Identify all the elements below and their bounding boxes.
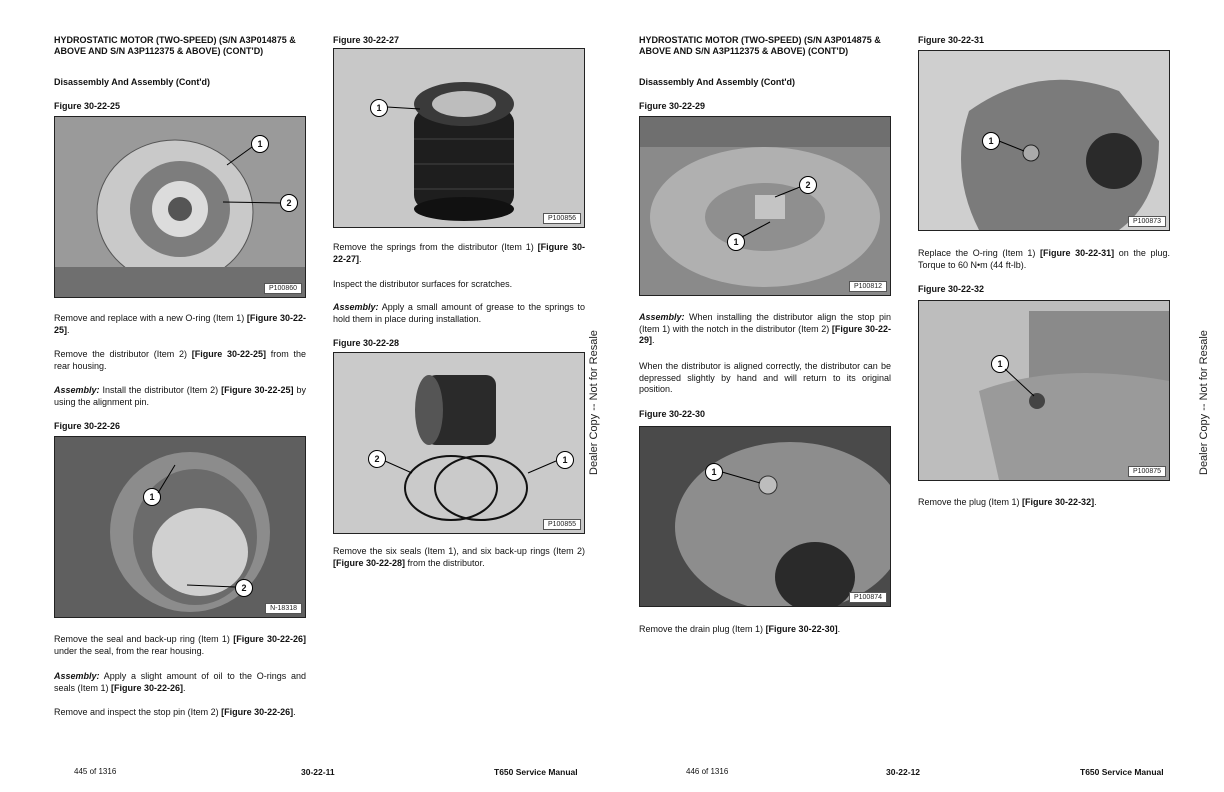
photo-id: P100856 (543, 213, 581, 224)
paragraph: Remove the distributor (Item 2) [Figure 30-22-25] from the rear housing. (54, 349, 307, 371)
callout-leaders (55, 437, 305, 617)
paragraph: When the distributor is aligned correctly, the distributor can be depressed slightly by hand and will return to its original position. (639, 361, 891, 394)
photo-id: P100874 (849, 592, 887, 603)
paragraph: Assembly: Install the distributor (Item 2) [Figure 30-22-25] by using the alignment pin. (54, 385, 306, 407)
figure-30-22-27-photo (333, 48, 585, 228)
callout-leaders (55, 117, 305, 297)
subtitle: Disassembly And Assembly (Cont'd) (639, 77, 796, 87)
paragraph: Remove and inspect the stop pin (Item 2) [Figure 30-22-26]. (54, 707, 296, 717)
figure-title: Figure 30-22-26 (54, 421, 121, 431)
photo-id: P100855 (543, 519, 581, 530)
section-title: HYDROSTATIC MOTOR (TWO-SPEED) (S/N A3P014875 & ABOVE AND S/N A3P112375 & ABOVE) (CONT'D) (639, 35, 881, 56)
paragraph: Replace the O-ring (Item 1) [Figure 30-22-31] on the plug. Torque to 60 N•m (44 ft-lb). (918, 248, 1170, 270)
photo-id: P100873 (1128, 216, 1166, 227)
right-page (612, 0, 1224, 792)
figure-30-22-26-photo (54, 436, 306, 618)
photo-id: P100860 (264, 283, 302, 294)
figure-30-22-28-photo (333, 352, 585, 534)
figure-title: Figure 30-22-32 (918, 284, 985, 294)
callout-1: 1 (705, 463, 723, 481)
figure-title: Figure 30-22-30 (639, 409, 706, 419)
callout-2: 2 (235, 579, 253, 597)
callout-2: 2 (799, 176, 817, 194)
section-title: HYDROSTATIC MOTOR (TWO-SPEED) (S/N A3P014875 & ABOVE AND S/N A3P112375 & ABOVE) (CONT'D) (54, 35, 296, 56)
figure-30-22-29-photo (639, 116, 891, 296)
paragraph: Remove the seal and back-up ring (Item 1) [Figure 30-22-26] under the seal, from the rear housing. (54, 634, 306, 656)
footer-page-number: 30-22-11 (301, 767, 335, 777)
callout-2: 2 (368, 450, 386, 468)
figure-30-22-32-photo (918, 300, 1170, 481)
callout-leaders (919, 51, 1169, 230)
callout-leaders (640, 117, 890, 295)
callout-1: 1 (982, 132, 1000, 150)
paragraph: Remove the drain plug (Item 1) [Figure 30-22-30]. (639, 624, 841, 634)
footer-page-count: 445 of 1316 (74, 767, 117, 776)
figure-title: Figure 30-22-25 (54, 101, 121, 111)
figure-30-22-25-photo (54, 116, 306, 298)
figure-30-22-31-photo (918, 50, 1170, 231)
callout-leaders (640, 427, 890, 606)
paragraph: Assembly: Apply a small amount of grease to the springs to hold them in place during installation. (333, 302, 585, 324)
footer-page-number: 30-22-12 (886, 767, 921, 777)
photo-id: P100875 (1128, 466, 1166, 477)
footer-manual-title: T650 Service Manual (1080, 767, 1164, 777)
figure-title: Figure 30-22-29 (639, 101, 706, 111)
paragraph: Remove the six seals (Item 1), and six back-up rings (Item 2) [Figure 30-22-28] from the distributor. (333, 546, 585, 568)
paragraph: Remove the springs from the distributor (Item 1) [Figure 30-22-27]. (333, 242, 585, 264)
callout-1: 1 (251, 135, 269, 153)
callout-1: 1 (556, 451, 574, 469)
paragraph: Assembly: Apply a slight amount of oil to the O-rings and seals (Item 1) [Figure 30-22-26]. (54, 671, 306, 693)
callout-2: 2 (280, 194, 298, 212)
figure-30-22-30-photo (639, 426, 891, 607)
callout-leaders (334, 353, 584, 533)
dealer-copy-note: Dealer Copy -- Not for Resale (1198, 330, 1210, 475)
figure-title: Figure 30-22-31 (918, 35, 985, 45)
callout-leaders (334, 49, 584, 227)
dealer-copy-note: Dealer Copy -- Not for Resale (588, 330, 600, 475)
callout-1: 1 (991, 355, 1009, 373)
figure-title: Figure 30-22-28 (333, 338, 400, 348)
figure-title: Figure 30-22-27 (333, 35, 400, 45)
photo-id: P100812 (849, 281, 887, 292)
callout-1: 1 (370, 99, 388, 117)
photo-id: N-18318 (265, 603, 302, 614)
footer-manual-title: T650 Service Manual (494, 767, 578, 777)
paragraph: Inspect the distributor surfaces for scratches. (333, 279, 513, 289)
callout-leaders (919, 301, 1169, 480)
footer-page-count: 446 of 1316 (686, 767, 729, 776)
callout-1: 1 (727, 233, 745, 251)
subtitle: Disassembly And Assembly (Cont'd) (54, 77, 211, 87)
paragraph: Remove the plug (Item 1) [Figure 30-22-32]. (918, 497, 1097, 507)
paragraph: Remove and replace with a new O-ring (Item 1) [Figure 30-22-25]. (54, 313, 306, 335)
paragraph: Assembly: When installing the distributor align the stop pin (Item 1) with the notch in the distributor (Item 2) [Figure 30-22-29]. (639, 312, 892, 345)
callout-1: 1 (143, 488, 161, 506)
